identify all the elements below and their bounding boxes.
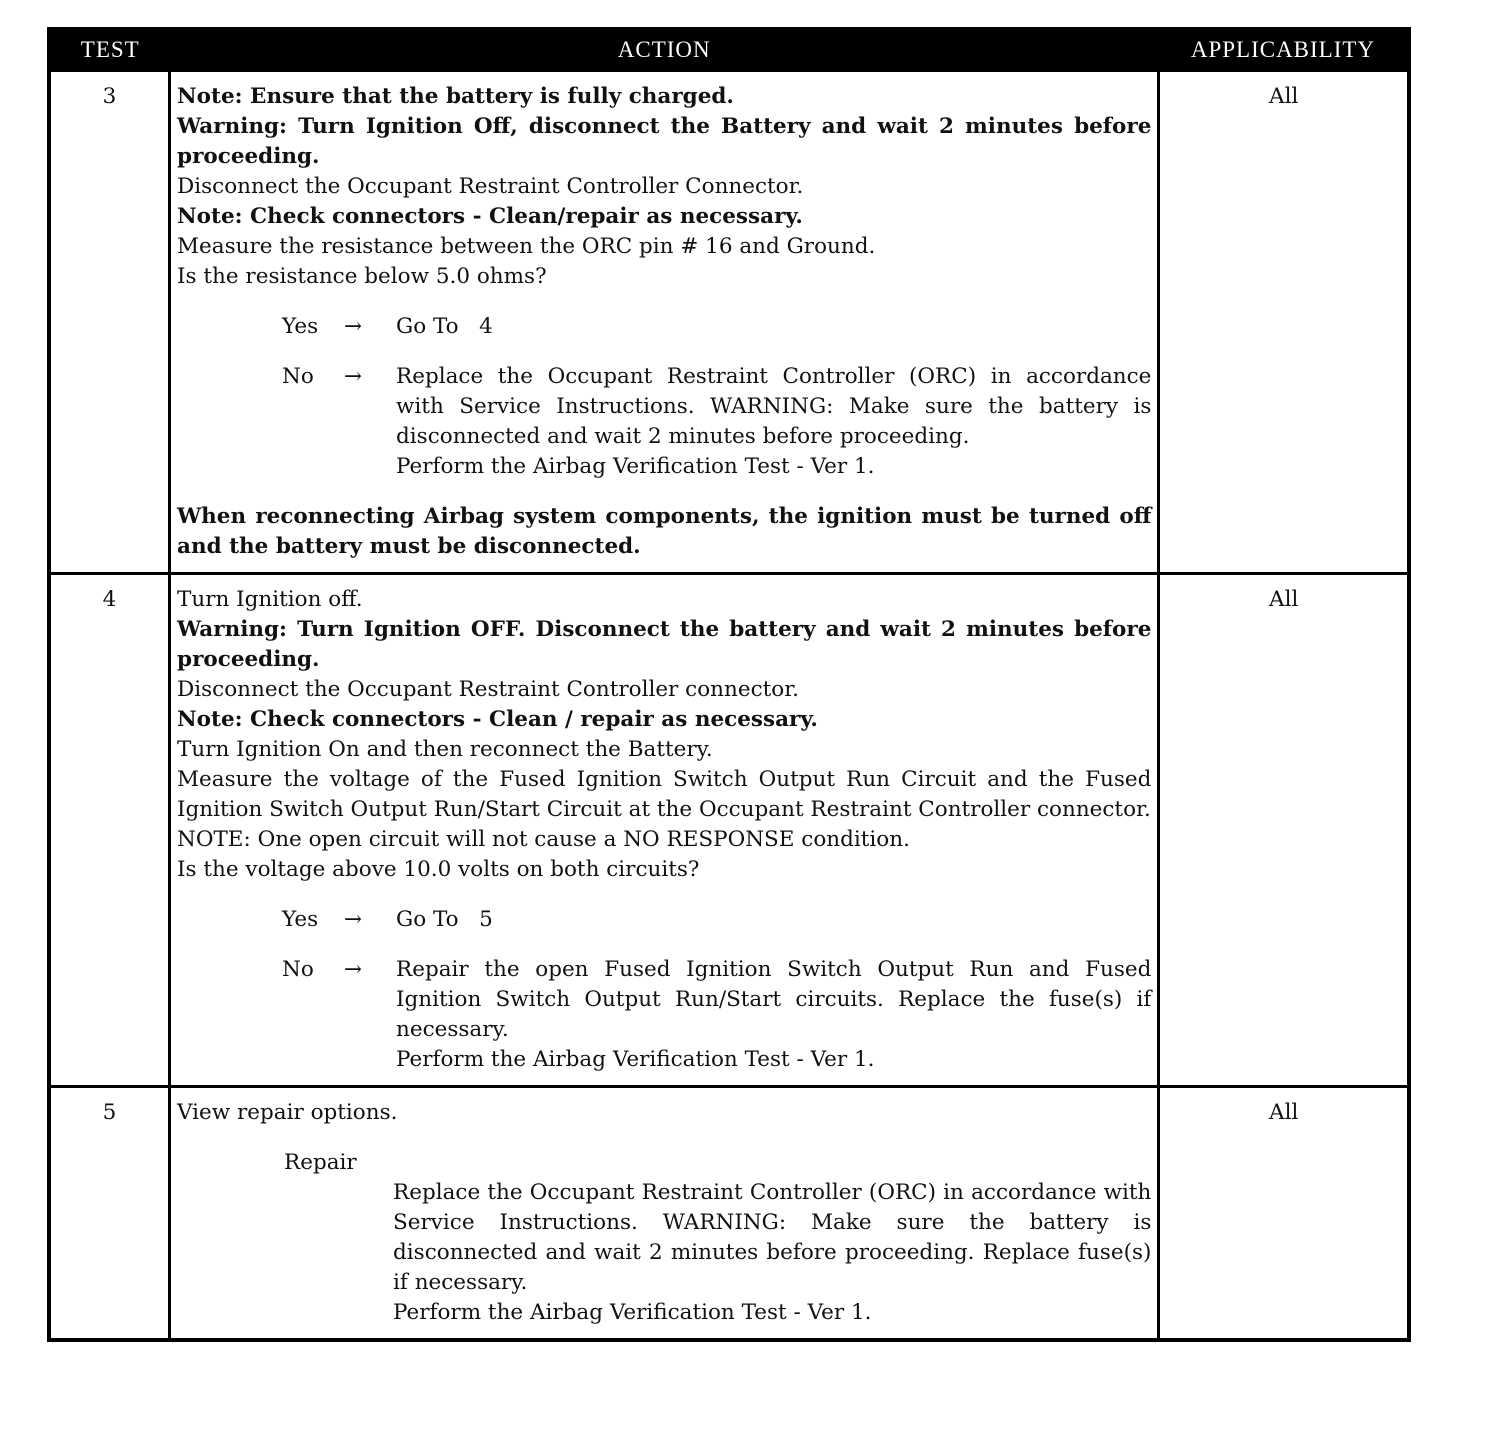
table-header [49,29,1409,71]
no-result [396,362,1151,482]
diagnostic-procedure-table [47,27,1411,1342]
test-number: 5 [49,1087,170,1341]
test-number: 3 [49,71,170,574]
yes-label: Yes [282,907,319,932]
table-row-test-4 [49,574,1409,1087]
yes-branch [282,905,1151,935]
question-line: Is the voltage above 10.0 volts on both circuits? [177,857,700,882]
repair-label: Repair [284,1150,357,1175]
yes-branch [282,312,1151,342]
no-result-followup: Perform the Airbag Verification Test - Ver 1. [396,1047,875,1072]
warning-line: Warning: Turn Ignition OFF. Disconnect the battery and wait 2 minutes before proceeding. [177,617,1152,672]
no-branch [282,362,1151,482]
question-line: Is the resistance below 5.0 ohms? [177,264,547,289]
repair-body [393,1178,1151,1328]
note-line: Note: Check connectors - Clean/repair as necessary. [177,204,803,229]
yes-label: Yes [282,314,319,339]
applicability-value: All [1159,71,1409,574]
repair-followup: Perform the Airbag Verification Test - Ver 1. [393,1300,872,1325]
header-applicability: APPLICABILITY [1159,29,1409,71]
yes-result: Go To 5 [396,907,493,932]
header-action: ACTION [170,29,1159,71]
instruction-line: Measure the resistance between the ORC pin # 16 and Ground. [177,234,876,259]
note-line: Note: Check connectors - Clean / repair as necessary. [177,707,818,732]
header-test: TEST [49,29,170,71]
action-cell [170,1087,1159,1341]
action-cell [170,574,1159,1087]
table-body [49,71,1409,1341]
applicability-value: All [1159,1087,1409,1341]
repair-text: Replace the Occupant Restraint Controller (ORC) in accordance with Service Instructions. WARNING: Make sure the battery is disconnected and wait 2 minutes before proceeding. Replace fuse(s) if necessary. [393,1180,1152,1295]
instruction-line: Disconnect the Occupant Restraint Controller Connector. [177,174,804,199]
instruction-line: View repair options. [177,1100,398,1125]
table-row-test-3 [49,71,1409,574]
right-arrow-icon: → [344,314,363,339]
instruction-line: Turn Ignition off. [177,587,363,612]
test-number: 4 [49,574,170,1087]
note-line: Note: Ensure that the battery is fully charged. [177,84,734,109]
no-label: No [282,957,314,982]
no-result-followup: Perform the Airbag Verification Test - Ver 1. [396,454,875,479]
no-result [396,955,1151,1075]
no-branch [282,955,1151,1075]
note-line: NOTE: One open circuit will not cause a NO RESPONSE condition. [177,827,910,852]
right-arrow-icon: → [344,957,363,982]
reconnect-warning: When reconnecting Airbag system components, the ignition must be turned off and the battery must be disconnected. [177,504,1152,559]
no-label: No [282,364,314,389]
right-arrow-icon: → [344,907,363,932]
no-result-text: Repair the open Fused Ignition Switch Output Run and Fused Ignition Switch Output Run/Start circuits. Replace the fuse(s) if necessary. [396,957,1152,1042]
warning-line: Warning: Turn Ignition Off, disconnect the Battery and wait 2 minutes before proceeding. [177,114,1152,169]
no-result-text: Replace the Occupant Restraint Controller (ORC) in accordance with Service Instructions. WARNING: Make sure the battery is disconnected and wait 2 minutes before proceeding. [396,364,1152,449]
instruction-line: Measure the voltage of the Fused Ignition Switch Output Run Circuit and the Fused Ignition Switch Output Run/Start Circuit at the Occupant Restraint Controller connector. [177,767,1152,822]
header-row [49,29,1409,71]
action-cell [170,71,1159,574]
table-row-test-5 [49,1087,1409,1341]
applicability-value: All [1159,574,1409,1087]
instruction-line: Turn Ignition On and then reconnect the Battery. [177,737,713,762]
right-arrow-icon: → [344,364,363,389]
yes-result: Go To 4 [396,314,493,339]
instruction-line: Disconnect the Occupant Restraint Controller connector. [177,677,799,702]
